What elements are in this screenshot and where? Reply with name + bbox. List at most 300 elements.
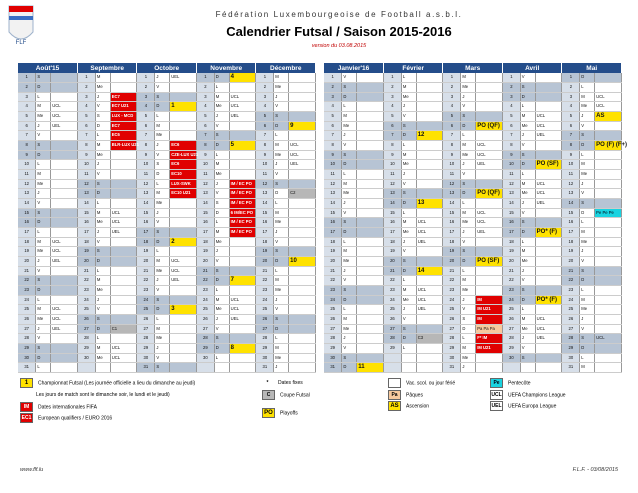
event [476, 92, 503, 102]
weekday: Me [580, 237, 595, 247]
event [535, 285, 562, 295]
weekday: L [36, 92, 51, 102]
event [289, 314, 316, 324]
legend-ascension: Ascension [406, 403, 430, 410]
event [535, 92, 562, 102]
weekday: J [214, 247, 229, 257]
event [170, 285, 197, 295]
calendar-row [324, 314, 622, 324]
flf-logo [6, 2, 36, 50]
day-number: 8 [256, 140, 274, 150]
day-number: 25 [18, 305, 36, 315]
weekday: M [95, 276, 110, 286]
event [289, 82, 316, 92]
weekday: S [214, 131, 229, 141]
event [595, 150, 622, 160]
weekday: L [342, 102, 357, 112]
pentecost-swatch: Pe [490, 378, 503, 388]
weekday: V [95, 237, 110, 247]
day-number: 30 [502, 353, 520, 363]
weekday: J [461, 363, 476, 373]
event [357, 92, 384, 102]
day-number: 20 [77, 256, 95, 266]
event [289, 353, 316, 363]
day-number: 17 [443, 227, 461, 237]
weekday: M [214, 160, 229, 170]
day-number: 25 [502, 305, 520, 315]
event [595, 256, 622, 266]
event [595, 285, 622, 295]
day-number: 18 [324, 237, 342, 247]
day-number: 4 [502, 102, 520, 112]
calendar-row [324, 189, 622, 199]
legend-fifa-dates: Dates internationales FIFA [38, 404, 97, 411]
day-number: 25 [443, 305, 461, 315]
day-number: 10 [137, 160, 155, 170]
day-number: 14 [324, 198, 342, 208]
event: UCL [416, 295, 443, 305]
weekday: D [342, 295, 357, 305]
event: IM / EC PO [229, 189, 256, 199]
day-number: 27 [18, 324, 36, 334]
day-number: 4 [196, 102, 214, 112]
day-number: 13 [383, 189, 401, 199]
weekday [520, 363, 535, 373]
weekday: L [95, 198, 110, 208]
day-number: 14 [256, 198, 274, 208]
day-number: 5 [562, 111, 580, 121]
day-number: 23 [562, 285, 580, 295]
weekday: D [401, 334, 416, 344]
weekday: S [155, 363, 170, 373]
weekday: D [155, 102, 170, 112]
event [110, 169, 137, 179]
weekday: J [580, 247, 595, 257]
event [357, 314, 384, 324]
event [595, 295, 622, 305]
event [229, 324, 256, 334]
calendar-row [18, 160, 316, 170]
weekday: J [95, 295, 110, 305]
day-number: 2 [383, 82, 401, 92]
event: LUX-SWK [170, 179, 197, 189]
weekday: V [342, 73, 357, 82]
weekday: M [155, 189, 170, 199]
event: 9 [289, 121, 316, 131]
weekday: M [580, 363, 595, 373]
event [535, 363, 562, 373]
day-number: 1 [443, 73, 461, 82]
day-number: 30 [196, 353, 214, 363]
weekday: L [580, 285, 595, 295]
event [51, 295, 78, 305]
day-number: 2 [18, 82, 36, 92]
day-number: 9 [383, 150, 401, 160]
weekday: V [214, 324, 229, 334]
event [595, 198, 622, 208]
weekday: V [461, 237, 476, 247]
event [416, 247, 443, 257]
event: UCL [110, 218, 137, 228]
event [357, 276, 384, 286]
weekday: Me [36, 111, 51, 121]
weekday: L [401, 343, 416, 353]
weekday: Me [342, 324, 357, 334]
event [51, 82, 78, 92]
day-number: 12 [324, 179, 342, 189]
event [289, 324, 316, 334]
weekday: M [36, 169, 51, 179]
calendar-row [18, 179, 316, 189]
day-number: 26 [443, 314, 461, 324]
event [416, 92, 443, 102]
weekday: D [520, 295, 535, 305]
weekday [401, 353, 416, 363]
weekday: Me [461, 82, 476, 92]
event [535, 82, 562, 92]
event [357, 353, 384, 363]
weekday: D [36, 353, 51, 363]
day-number: 16 [77, 218, 95, 228]
day-number: 6 [196, 121, 214, 131]
day-number: 1 [256, 73, 274, 82]
day-number: 2 [256, 82, 274, 92]
event: IM [476, 295, 503, 305]
day-number: 22 [77, 276, 95, 286]
weekday: V [401, 247, 416, 257]
calendar-row [18, 140, 316, 150]
event [476, 353, 503, 363]
event [51, 353, 78, 363]
weekday: Me [274, 218, 289, 228]
event [535, 218, 562, 228]
event [170, 314, 197, 324]
event [51, 343, 78, 353]
day-number: 20 [256, 256, 274, 266]
day-number: 13 [18, 189, 36, 199]
day-number: 17 [18, 227, 36, 237]
day-number: 9 [137, 150, 155, 160]
event [289, 247, 316, 257]
day-number: 9 [196, 150, 214, 160]
day-number: 28 [443, 334, 461, 344]
weekday: S [461, 314, 476, 324]
day-number: 12 [196, 179, 214, 189]
event: 12 [416, 131, 443, 141]
weekday: J [274, 227, 289, 237]
day-number: 14 [443, 198, 461, 208]
event [110, 150, 137, 160]
event: UCL [535, 324, 562, 334]
event [476, 169, 503, 179]
event [51, 363, 78, 373]
event [289, 102, 316, 112]
weekday: Me [461, 353, 476, 363]
weekday: D [36, 285, 51, 295]
event [289, 237, 316, 247]
event [476, 285, 503, 295]
weekday: S [342, 150, 357, 160]
event [357, 266, 384, 276]
day-number: 16 [18, 218, 36, 228]
day-number: 17 [324, 227, 342, 237]
day-number: 7 [137, 131, 155, 141]
weekday: J [461, 295, 476, 305]
event [357, 121, 384, 131]
calendar-row [18, 295, 316, 305]
weekday: Me [214, 237, 229, 247]
day-number: 9 [256, 150, 274, 160]
day-number: 24 [324, 295, 342, 305]
weekday: V [342, 140, 357, 150]
day-number: 13 [77, 189, 95, 199]
day-number: 4 [443, 102, 461, 112]
event [476, 102, 503, 112]
event [416, 111, 443, 121]
weekday: Me [36, 179, 51, 189]
weekday: J [36, 256, 51, 266]
weekday: Me [95, 285, 110, 295]
event: UCL [289, 150, 316, 160]
weekday: M [214, 227, 229, 237]
weekday: J [580, 179, 595, 189]
calendar-row [18, 237, 316, 247]
weekday: Me [95, 218, 110, 228]
event [416, 189, 443, 199]
event: UCL [535, 314, 562, 324]
weekday: S [95, 111, 110, 121]
weekday: M [520, 314, 535, 324]
event [289, 227, 316, 237]
weekday: J [520, 266, 535, 276]
event: UEL [51, 256, 78, 266]
event [51, 189, 78, 199]
event: 10 [289, 256, 316, 266]
event: C3 [416, 334, 443, 344]
weekday: D [520, 227, 535, 237]
calendar-row [18, 150, 316, 160]
day-number: 11 [77, 169, 95, 179]
legend-euro: European qualifiers / EURO 2016 [38, 415, 113, 422]
event: UEL [535, 131, 562, 141]
weekday: L [461, 131, 476, 141]
weekday: M [214, 92, 229, 102]
event: IM / EC PO [229, 218, 256, 228]
day-number: 18 [502, 237, 520, 247]
day-number: 8 [18, 140, 36, 150]
calendar-row [18, 247, 316, 257]
weekday: J [342, 198, 357, 208]
calendar-row [324, 150, 622, 160]
event [170, 334, 197, 344]
day-number: 3 [443, 92, 461, 102]
footer-website: www.flf.lu [20, 467, 44, 473]
day-number: 5 [324, 111, 342, 121]
weekday: M [36, 102, 51, 112]
weekday: L [214, 218, 229, 228]
day-number: 16 [562, 218, 580, 228]
event [535, 256, 562, 266]
event: AS [595, 111, 622, 121]
event [416, 150, 443, 160]
weekday: J [520, 334, 535, 344]
day-number: 24 [18, 295, 36, 305]
event [357, 82, 384, 92]
holiday-swatch [388, 378, 401, 388]
calendar-row [18, 208, 316, 218]
day-number: 29 [256, 343, 274, 353]
day-number: 24 [443, 295, 461, 305]
event: UCL [595, 334, 622, 344]
weekday: D [214, 208, 229, 218]
day-number: 20 [443, 256, 461, 266]
day-number: 3 [256, 92, 274, 102]
weekday: M [520, 111, 535, 121]
day-number: 23 [137, 285, 155, 295]
event [289, 285, 316, 295]
day-number: 1 [18, 73, 36, 82]
day-number: 26 [18, 314, 36, 324]
event [170, 121, 197, 131]
event [595, 247, 622, 257]
weekday: M [342, 179, 357, 189]
weekday: J [342, 334, 357, 344]
event [170, 218, 197, 228]
day-number: 6 [443, 121, 461, 131]
calendar-row [324, 353, 622, 363]
weekday: S [36, 73, 51, 82]
weekday: L [461, 266, 476, 276]
weekday: L [214, 285, 229, 295]
day-number: 17 [383, 227, 401, 237]
event: UCL [289, 140, 316, 150]
legend-pentecost: Pentecôte [508, 380, 531, 387]
event: EC6 [170, 140, 197, 150]
event [110, 73, 137, 82]
day-number: 16 [383, 218, 401, 228]
day-number: 14 [137, 198, 155, 208]
calendar-jan-may [324, 63, 627, 373]
event: EC7 [110, 92, 137, 102]
weekday: S [214, 334, 229, 344]
weekday: S [401, 324, 416, 334]
calendar-row [18, 353, 316, 363]
weekday: L [36, 160, 51, 170]
event [535, 102, 562, 112]
day-number: 24 [196, 295, 214, 305]
day-number: 3 [502, 92, 520, 102]
day-number: 17 [256, 227, 274, 237]
weekday: S [342, 353, 357, 363]
day-number: 24 [383, 295, 401, 305]
event [51, 334, 78, 344]
weekday: L [342, 305, 357, 315]
day-number: 27 [502, 324, 520, 334]
legend-uel: UEFA Europa League [508, 403, 557, 410]
weekday: V [274, 237, 289, 247]
calendar-row [18, 285, 316, 295]
weekday: S [95, 247, 110, 257]
event [51, 198, 78, 208]
event [595, 266, 622, 276]
event [110, 179, 137, 189]
month-header: Février [383, 63, 442, 73]
event [595, 189, 622, 199]
day-number: 16 [502, 218, 520, 228]
day-number: 10 [383, 160, 401, 170]
weekday: M [520, 179, 535, 189]
event: 2 [170, 237, 197, 247]
day-number: 10 [196, 160, 214, 170]
weekday: J [520, 198, 535, 208]
day-number: 4 [383, 102, 401, 112]
weekday: S [342, 82, 357, 92]
weekday: L [580, 150, 595, 160]
event [357, 285, 384, 295]
event [170, 208, 197, 218]
weekday: V [214, 121, 229, 131]
event [416, 102, 443, 112]
event: UCL [170, 266, 197, 276]
weekday: S [274, 179, 289, 189]
weekday: S [401, 189, 416, 199]
day-number: 29 [77, 343, 95, 353]
day-number: 17 [196, 227, 214, 237]
day-number: 31 [256, 363, 274, 373]
day-number: 25 [137, 305, 155, 315]
weekday: Me [95, 82, 110, 92]
event [170, 343, 197, 353]
day-number: 30 [137, 353, 155, 363]
day-number: 23 [443, 285, 461, 295]
event: UCL [535, 121, 562, 131]
day-number: 24 [77, 295, 95, 305]
event: UEL [416, 305, 443, 315]
day-number: 17 [562, 227, 580, 237]
day-number: 14 [77, 198, 95, 208]
event [51, 160, 78, 170]
calendar-row [324, 73, 622, 82]
event [229, 160, 256, 170]
event [535, 208, 562, 218]
calendar-row [18, 102, 316, 112]
event [357, 237, 384, 247]
day-number: 17 [137, 227, 155, 237]
weekday: D [401, 131, 416, 141]
event [357, 324, 384, 334]
event [595, 73, 622, 82]
day-number: 3 [77, 92, 95, 102]
event: UCL [51, 247, 78, 257]
weekday: D [36, 82, 51, 92]
weekday: S [580, 266, 595, 276]
month-header: Janvier'16 [324, 63, 383, 73]
event [476, 266, 503, 276]
day-number: 27 [562, 324, 580, 334]
weekday: V [401, 179, 416, 189]
event [51, 276, 78, 286]
weekday [95, 363, 110, 373]
weekday: J [401, 305, 416, 315]
day-number: 11 [443, 169, 461, 179]
month-header: Novembre [196, 63, 255, 73]
day-number: 19 [562, 247, 580, 257]
event: UEL [170, 73, 197, 82]
day-number: 8 [443, 140, 461, 150]
event: 11 [357, 363, 384, 373]
day-number: 21 [18, 266, 36, 276]
weekday: D [342, 160, 357, 170]
